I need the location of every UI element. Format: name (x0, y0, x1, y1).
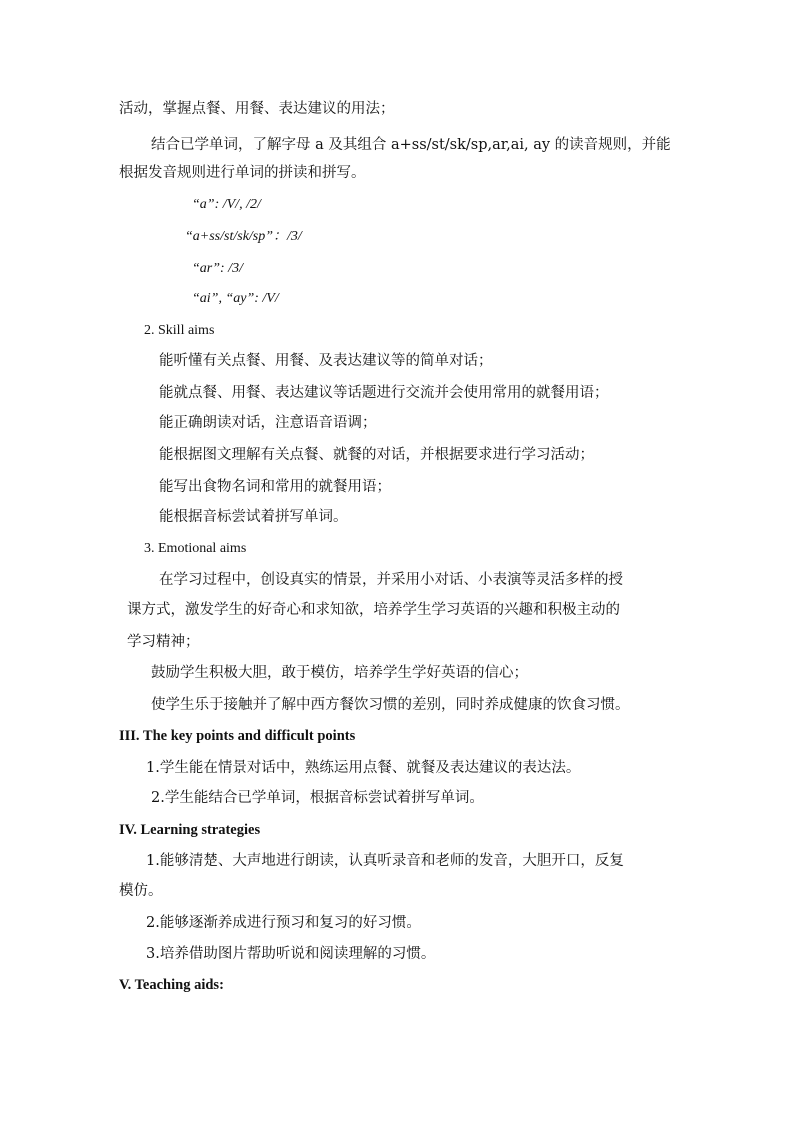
teaching-aids-heading: V. Teaching aids: (119, 977, 224, 993)
emotional-aims-paragraph: 使学生乐于接触并了解中西方餐饮习惯的差别，同时养成健康的饮食习惯。 (151, 697, 630, 713)
skill-aim-item: 能正确朗读对话，注意语音语调； (159, 415, 377, 431)
learning-strategy-item-continuation: 模仿。 (119, 883, 163, 899)
learning-strategy-item: 3.培养借助图片帮助听说和阅读理解的习惯。 (146, 946, 436, 962)
learning-strategy-item: 2.能够逐渐养成进行预习和复习的好习惯。 (146, 915, 421, 931)
emotional-aims-paragraph-line: 在学习过程中，创设真实的情景，并采用小对话、小表演等灵活多样的授 (159, 572, 623, 588)
phonics-rule-ar: “ar”: /3/ (192, 261, 243, 276)
skill-aim-item: 能写出食物名词和常用的就餐用语； (159, 479, 391, 495)
phonics-rule-ai-ay: “ai”, “ay”: /V/ (192, 291, 279, 306)
phonics-rule-a-combination: “a+ss/st/sk/sp”：/3/ (185, 229, 302, 244)
key-points-heading: III. The key points and difficult points (119, 728, 356, 744)
key-point-item: 1.学生能在情景对话中，熟练运用点餐、就餐及表达建议的表达法。 (146, 760, 581, 776)
skill-aim-item: 能根据图文理解有关点餐、就餐的对话，并根据要求进行学习活动； (159, 447, 594, 463)
key-point-item: 2.学生能结合已学单词，根据音标尝试着拼写单词。 (151, 790, 484, 806)
emotional-aims-paragraph-line: 课方式，激发学生的好奇心和求知欲，培养学生学习英语的兴趣和积极主动的 (127, 602, 620, 618)
intro-paragraph-line: 根据发音规则进行单词的拼读和拼写。 (119, 165, 366, 181)
emotional-aims-heading: 3. Emotional aims (144, 541, 247, 556)
intro-line: 活动，掌握点餐、用餐、表达建议的用法； (119, 101, 395, 117)
phonics-rule-a: “a”: /V/, /2/ (192, 197, 261, 212)
intro-paragraph-line: 结合已学单词，了解字母 a 及其组合 a+ss/st/sk/sp,ar,ai, ay 的读音规则，并能 (151, 137, 671, 153)
learning-strategy-item: 1.能够清楚、大声地进行朗读，认真听录音和老师的发音，大胆开口，反复 (146, 853, 624, 869)
emotional-aims-paragraph-line: 学习精神； (127, 634, 200, 650)
learning-strategies-heading: IV. Learning strategies (119, 822, 261, 838)
skill-aim-item: 能就点餐、用餐、表达建议等话题进行交流并会使用常用的就餐用语； (159, 385, 609, 401)
skill-aim-item: 能听懂有关点餐、用餐、及表达建议等的简单对话； (159, 353, 493, 369)
emotional-aims-paragraph: 鼓励学生积极大胆，敢于模仿，培养学生学好英语的信心； (151, 665, 528, 681)
skill-aims-heading: 2. Skill aims (144, 323, 215, 338)
skill-aim-item: 能根据音标尝试着拼写单词。 (159, 509, 348, 525)
